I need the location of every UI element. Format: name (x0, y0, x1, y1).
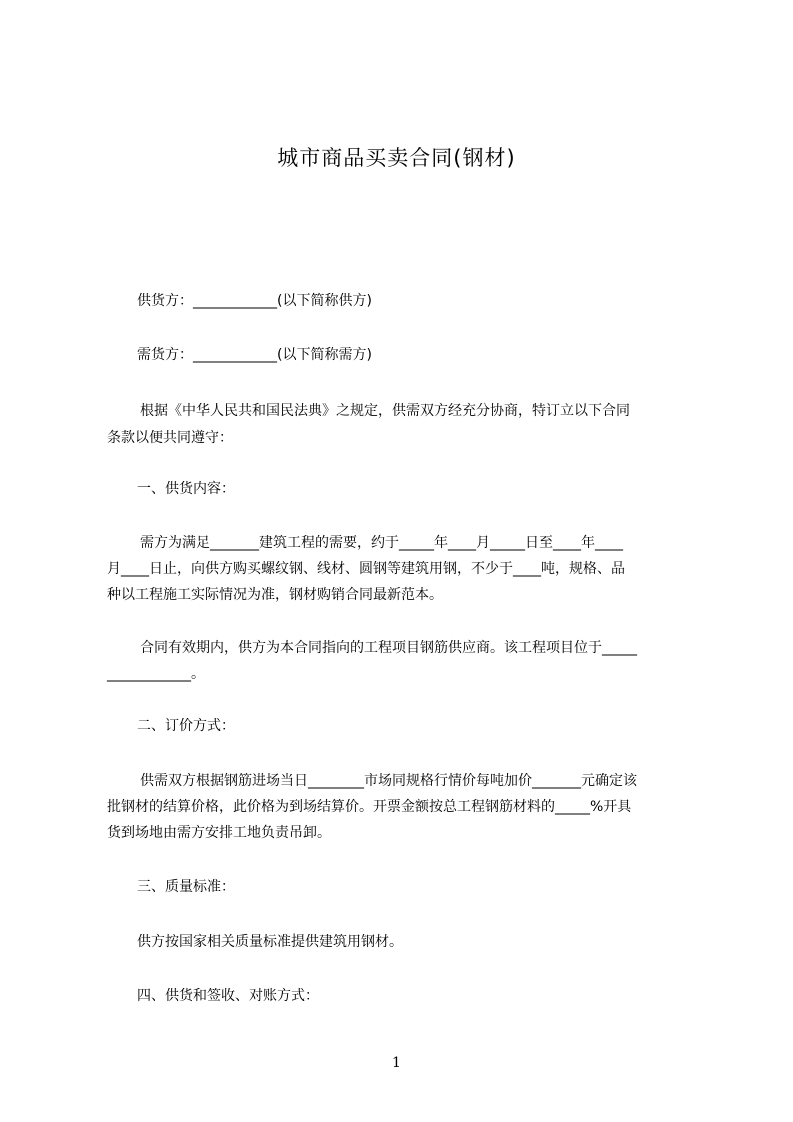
section-2-para-line-1: 供需双方根据钢筋进场当日________市场同规格行情价每吨加价_______元确定该 (140, 773, 637, 789)
section-2-heading: 二、订价方式： (137, 718, 235, 734)
preamble-line-1: 根据《中华人民共和国民法典》之规定，供需双方经充分协商，特订立以下合同 (140, 403, 630, 419)
section-1-para-line-2: 月____日止，向供方购买螺纹钢、线材、圆钢等建筑用钢，不少于____吨，规格、品 (107, 561, 625, 577)
section-2-para-line-3: 货到场地由需方安排工地负责吊卸。 (107, 825, 331, 841)
preamble-line-2: 条款以便共同遵守： (107, 430, 233, 446)
page-number: 1 (392, 1055, 401, 1071)
section-1-para-line-3: 种以工程施工实际情况为准，钢材购销合同最新范本。 (107, 587, 443, 603)
section-1-para2-line-2: ____________。 (107, 666, 205, 682)
section-3-heading: 三、质量标准： (137, 879, 235, 895)
buyer-line: 需货方：____________(以下简称需方) (137, 347, 372, 363)
section-1-para-line-1: 需方为满足_______建筑工程的需要，约于_____年____月_____日至____年____ (140, 535, 623, 551)
section-1-para2-line-1: 合同有效期内，供方为本合同指向的工程项目钢筋供应商。该工程项目位于_____ (140, 640, 637, 656)
supplier-line: 供货方：____________(以下简称供方) (137, 293, 372, 309)
document-title: 城市商品买卖合同(钢材) (277, 146, 516, 170)
section-2-para-line-2: 批钢材的结算价格，此价格为到场结算价。开票金额按总工程钢筋材料的_____%开具 (107, 799, 632, 815)
section-1-heading: 一、供货内容： (137, 481, 235, 497)
section-4-heading: 四、供货和签收、对账方式： (137, 988, 319, 1004)
section-3-para: 供方按国家相关质量标准提供建筑用钢材。 (137, 934, 403, 950)
